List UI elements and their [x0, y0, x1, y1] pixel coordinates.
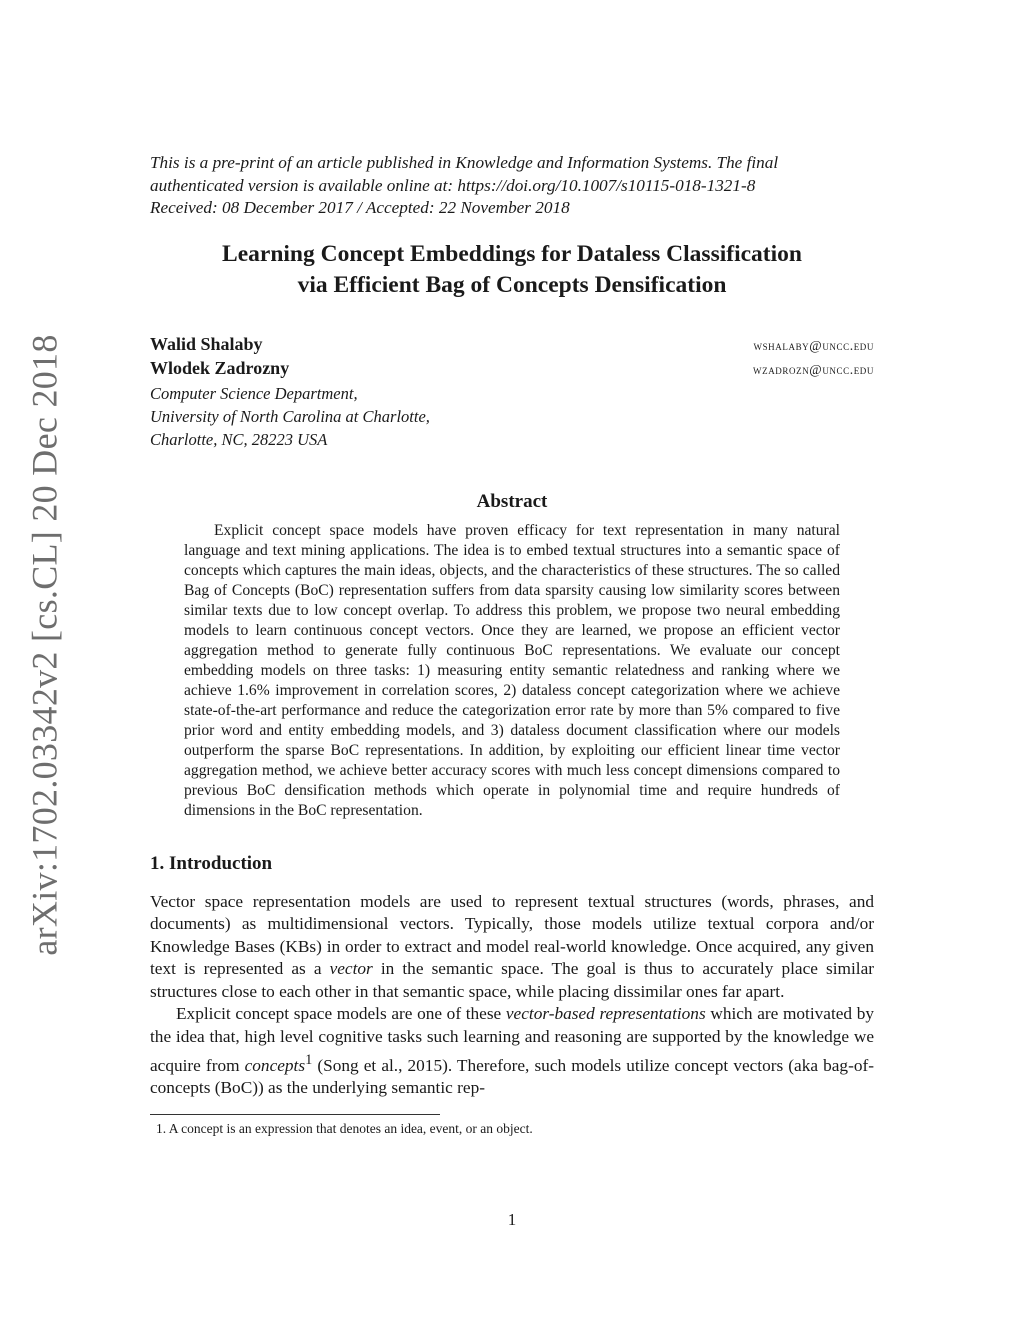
abstract-text: Explicit concept space models have proven efficacy for text representation in many natural language and text mining applications. The idea is to embed textual structures into a semantic space of concepts which captures the main ideas, objects, and the characteristics of these structures. The so called Bag of Concepts (BoC) representation suffers from data sparsity causing low similarity scores between similar texts due to low concept overlap. To address this problem, we propose two neural embedding models to learn continuous concept vectors. Once they are learned, we propose an efficient vector aggregation method to generate fully continuous BoC representations. We evaluate our concept embedding models on three tasks: 1) measuring entity semantic relatedness and ranking where we achieve 1.6% improvement in correlation scores, 2) dataless concept categorization where we achieve state-of-the-art performance and reduce the categorization error rate by more than 5% compared to five prior word and entity embedding models, and 3) dataless document classification where our models outperform the sparse BoC representations. In addition, by exploiting our efficient linear time vector aggregation method, we achieve better accuracy scores with much less concept dimensions compared to previous BoC densification methods which operate in polynomial time and require hundreds of dimensions in the BoC representation. [184, 521, 840, 819]
footnote-marker: 1 [305, 1051, 313, 1068]
preprint-line: This is a pre-print of an article published in Knowledge and Information Systems. The final [150, 153, 779, 172]
author-name: Wlodek Zadrozny [150, 357, 290, 378]
author-row [150, 334, 874, 358]
paragraph: Vector space representation models are used to represent textual structures (words, phrases, and documents) as multidimensional vectors. Typically, those models utilize textual corpora and/or Knowledge Bases (KBs) in order to extract and model real-world knowledge. Once acquired, any given text is represented as a vector in the semantic space. The goal is thus to accurately place similar structures close to each other in that semantic space, while placing dissimilar ones far apart. [150, 891, 874, 1001]
preprint-line: Received: 08 December 2017 / Accepted: 22 November 2018 [150, 198, 570, 217]
author-block [150, 334, 874, 451]
page-number: 1 [507, 1210, 517, 1229]
affiliation [150, 382, 874, 451]
preprint-notice [150, 152, 874, 220]
section-heading: 1. Introduction [150, 852, 273, 874]
page-content [150, 152, 874, 1137]
author-row [150, 358, 874, 382]
arxiv-stamp [22, 334, 68, 956]
paragraph: Explicit concept space models are one of these vector-based representations which are motivated by the idea that, high level cognitive tasks such learning and reasoning are supported by the knowledge we acquire from concepts$^1$ (Song et al., 2015). Therefore, such models utilize concept vectors (aka bag-of-concepts (BoC)) as the underlying semantic rep- [150, 1004, 874, 1098]
footnote: 1. A concept is an expression that denotes an idea, event, or an object. [156, 1120, 533, 1136]
affiliation-line: University of North Carolina at Charlotte, [150, 406, 430, 426]
emphasis: vector [329, 959, 373, 979]
emphasis: concepts [244, 1055, 306, 1075]
paper-title [150, 239, 874, 301]
preprint-line: authenticated version is available online at: https://doi.org/10.1007/s10115-018-1321-8 [150, 175, 756, 195]
author-name: Walid Shalaby [150, 333, 263, 354]
emphasis: vector-based representations [505, 1004, 706, 1024]
arxiv-identifier: arXiv:1702.03342v2 [cs.CL] 20 Dec 2018 [25, 334, 66, 956]
author-email: wshalaby@uncc.edu [753, 337, 874, 353]
author-email: wzadrozn@uncc.edu [753, 361, 874, 377]
introduction-body [150, 891, 874, 1100]
title-line: via Efficient Bag of Concepts Densification [297, 271, 727, 298]
footnote-rule [150, 1114, 440, 1115]
affiliation-line: Computer Science Department, [150, 383, 358, 403]
affiliation-line: Charlotte, NC, 28223 USA [150, 429, 328, 449]
abstract-heading: Abstract [476, 490, 548, 512]
title-line: Learning Concept Embeddings for Dataless Classification [222, 240, 802, 267]
